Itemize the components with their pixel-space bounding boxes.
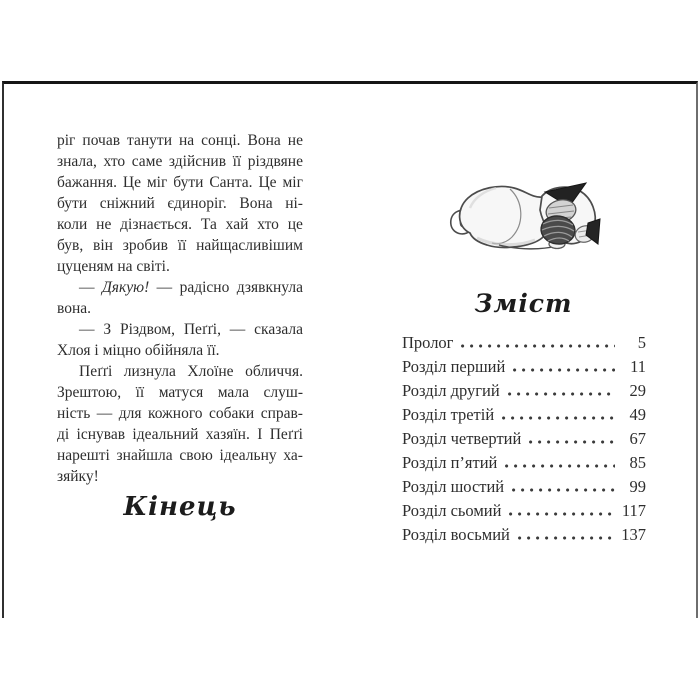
toc-row [402,427,646,451]
toc-page-number: 5 [637,333,646,352]
toc-chapter-title: Розділ п’ятий [402,453,498,472]
toc-dot-leader [461,344,615,349]
table-of-contents [402,331,646,547]
contents-heading: Зміст [474,289,573,318]
toc-chapter-title: Розділ восьмий [402,525,510,544]
story-line: цуценям на світі. [57,258,170,275]
toc-dot-leader [502,416,615,421]
story-text [57,130,303,487]
story-line: бути сніжний єдиноріг. Вона ні- [57,195,303,212]
toc-chapter-title: Розділ перший [402,357,506,376]
story-line: ріг почав танути на сонці. Вона не [57,132,303,149]
story-line: ність — для кожного собаки справ- [57,405,303,422]
toc-page-number: 29 [629,381,646,400]
story-line: вона. [57,300,92,317]
story-line: Зрештою, її матуся мала слуш- [57,384,303,401]
toc-dot-leader [509,512,615,517]
toc-page-number: 137 [621,525,646,544]
toc-row [402,355,646,379]
story-line: коли не дізнається. Та хай хто це [57,216,303,233]
toc-row [402,379,646,403]
story-line: був, він зробив її найщасливішим [57,237,303,254]
toc-page-number: 99 [629,477,646,496]
toc-dot-leader [518,536,615,541]
toc-row [402,499,646,523]
toc-page-number: 67 [629,429,646,448]
story-line: — З Різдвом, Пеґґі, — сказала [79,321,303,338]
toc-chapter-title: Розділ шостий [402,477,505,496]
toc-chapter-title: Розділ третій [402,405,495,424]
toc-dot-leader [513,368,615,373]
story-line: зяйку! [57,468,99,485]
toc-page-number: 117 [621,501,646,520]
toc-chapter-title: Розділ другий [402,381,500,400]
toc-row [402,523,646,547]
story-line: нарешті знайшла свою ідеальну ха- [57,447,303,464]
toc-row [402,331,646,355]
toc-chapter-title: Розділ сьомий [402,501,502,520]
story-line: — Дякую! — радісно дзявкнула [79,279,303,296]
toc-page-number: 11 [630,357,646,376]
story-line: Пеґґі лизнула Хлоїне обличчя. [79,363,303,380]
toc-dot-leader [529,440,615,445]
toc-chapter-title: Пролог [402,333,454,352]
story-line: знала, хто саме здійснив її різдвяне [57,153,303,170]
sleeping-pug-illustration [447,178,605,258]
toc-row [402,451,646,475]
story-line: бажання. Це міг бути Санта. Це міг [57,174,303,191]
toc-dot-leader [508,392,615,397]
toc-dot-leader [505,464,615,469]
toc-page-number: 49 [629,405,646,424]
story-line: Хлоя і міцно обійняла її. [57,342,220,359]
toc-row [402,403,646,427]
toc-chapter-title: Розділ четвертий [402,429,522,448]
toc-dot-leader [512,488,615,493]
toc-row [402,475,646,499]
toc-page-number: 85 [629,453,646,472]
the-end-label: Кінець [123,492,237,522]
story-line: ді існував ідеальний хазяїн. І Пеґґі [57,426,303,443]
